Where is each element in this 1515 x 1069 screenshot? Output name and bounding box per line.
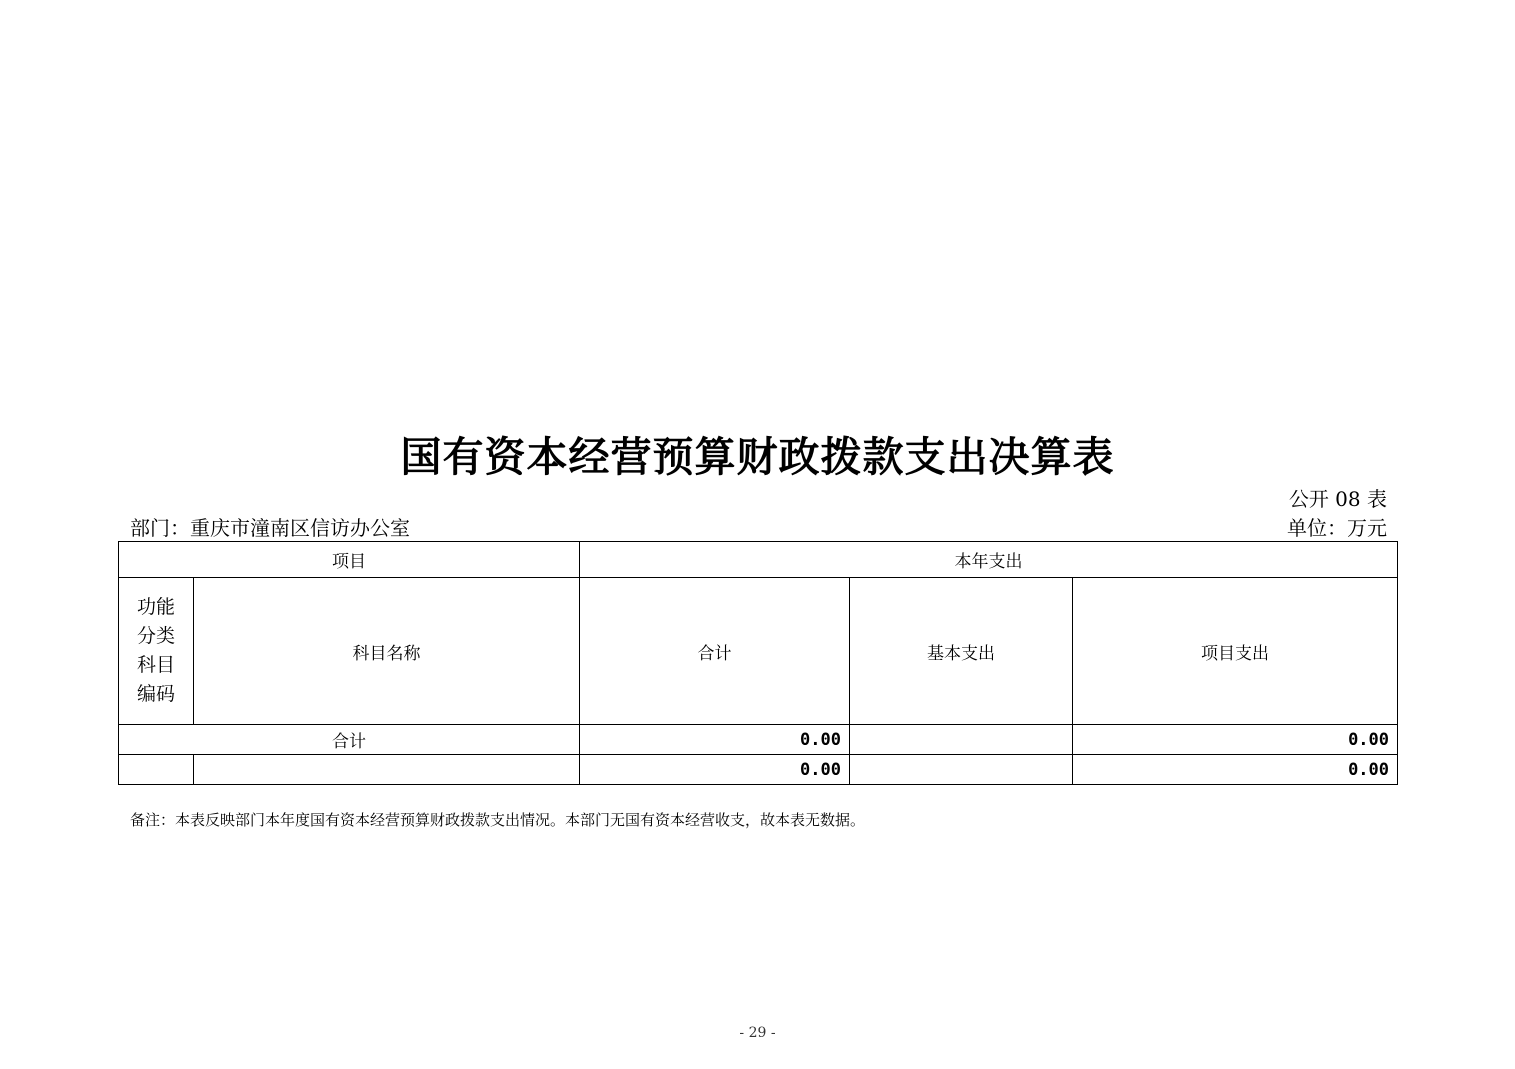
row-total: 0.00: [580, 755, 850, 785]
row-code: [119, 755, 194, 785]
row-name: [194, 755, 580, 785]
header-item: 项目: [119, 542, 580, 578]
footnote: 备注：本表反映部门本年度国有资本经营预算财政拨款支出情况。本部门无国有资本经营收支，故本表无数据。: [130, 811, 866, 829]
header-basic: 基本支出: [850, 578, 1073, 725]
table-subheader-row: [119, 578, 1398, 725]
total-label: 合计: [119, 725, 580, 755]
header-code-line: 科目: [136, 654, 175, 676]
form-number: 公开 08 表: [1288, 487, 1387, 511]
table-row: [119, 755, 1398, 785]
department-label: 部门：重庆市潼南区信访办公室: [130, 516, 410, 540]
total-row: [119, 725, 1398, 755]
page-number: - 29 -: [739, 1025, 776, 1041]
total-total: 0.00: [580, 725, 850, 755]
total-project: 0.00: [1073, 725, 1398, 755]
header-total: 合计: [580, 578, 850, 725]
header-function-code: [119, 578, 194, 725]
header-subject-name: 科目名称: [194, 578, 580, 725]
total-basic: [850, 725, 1073, 755]
expenditure-table: [118, 541, 1398, 785]
page-title: 国有资本经营预算财政拨款支出决算表: [400, 433, 1115, 481]
header-code-line: 分类: [136, 625, 175, 647]
header-code-line: 编码: [136, 683, 175, 705]
table-header-row: [119, 542, 1398, 578]
header-code-line: 功能: [136, 596, 175, 618]
header-current-year: 本年支出: [580, 542, 1398, 578]
row-basic: [850, 755, 1073, 785]
unit-label: 单位：万元: [1287, 516, 1387, 540]
row-project: 0.00: [1073, 755, 1398, 785]
header-project: 项目支出: [1073, 578, 1398, 725]
